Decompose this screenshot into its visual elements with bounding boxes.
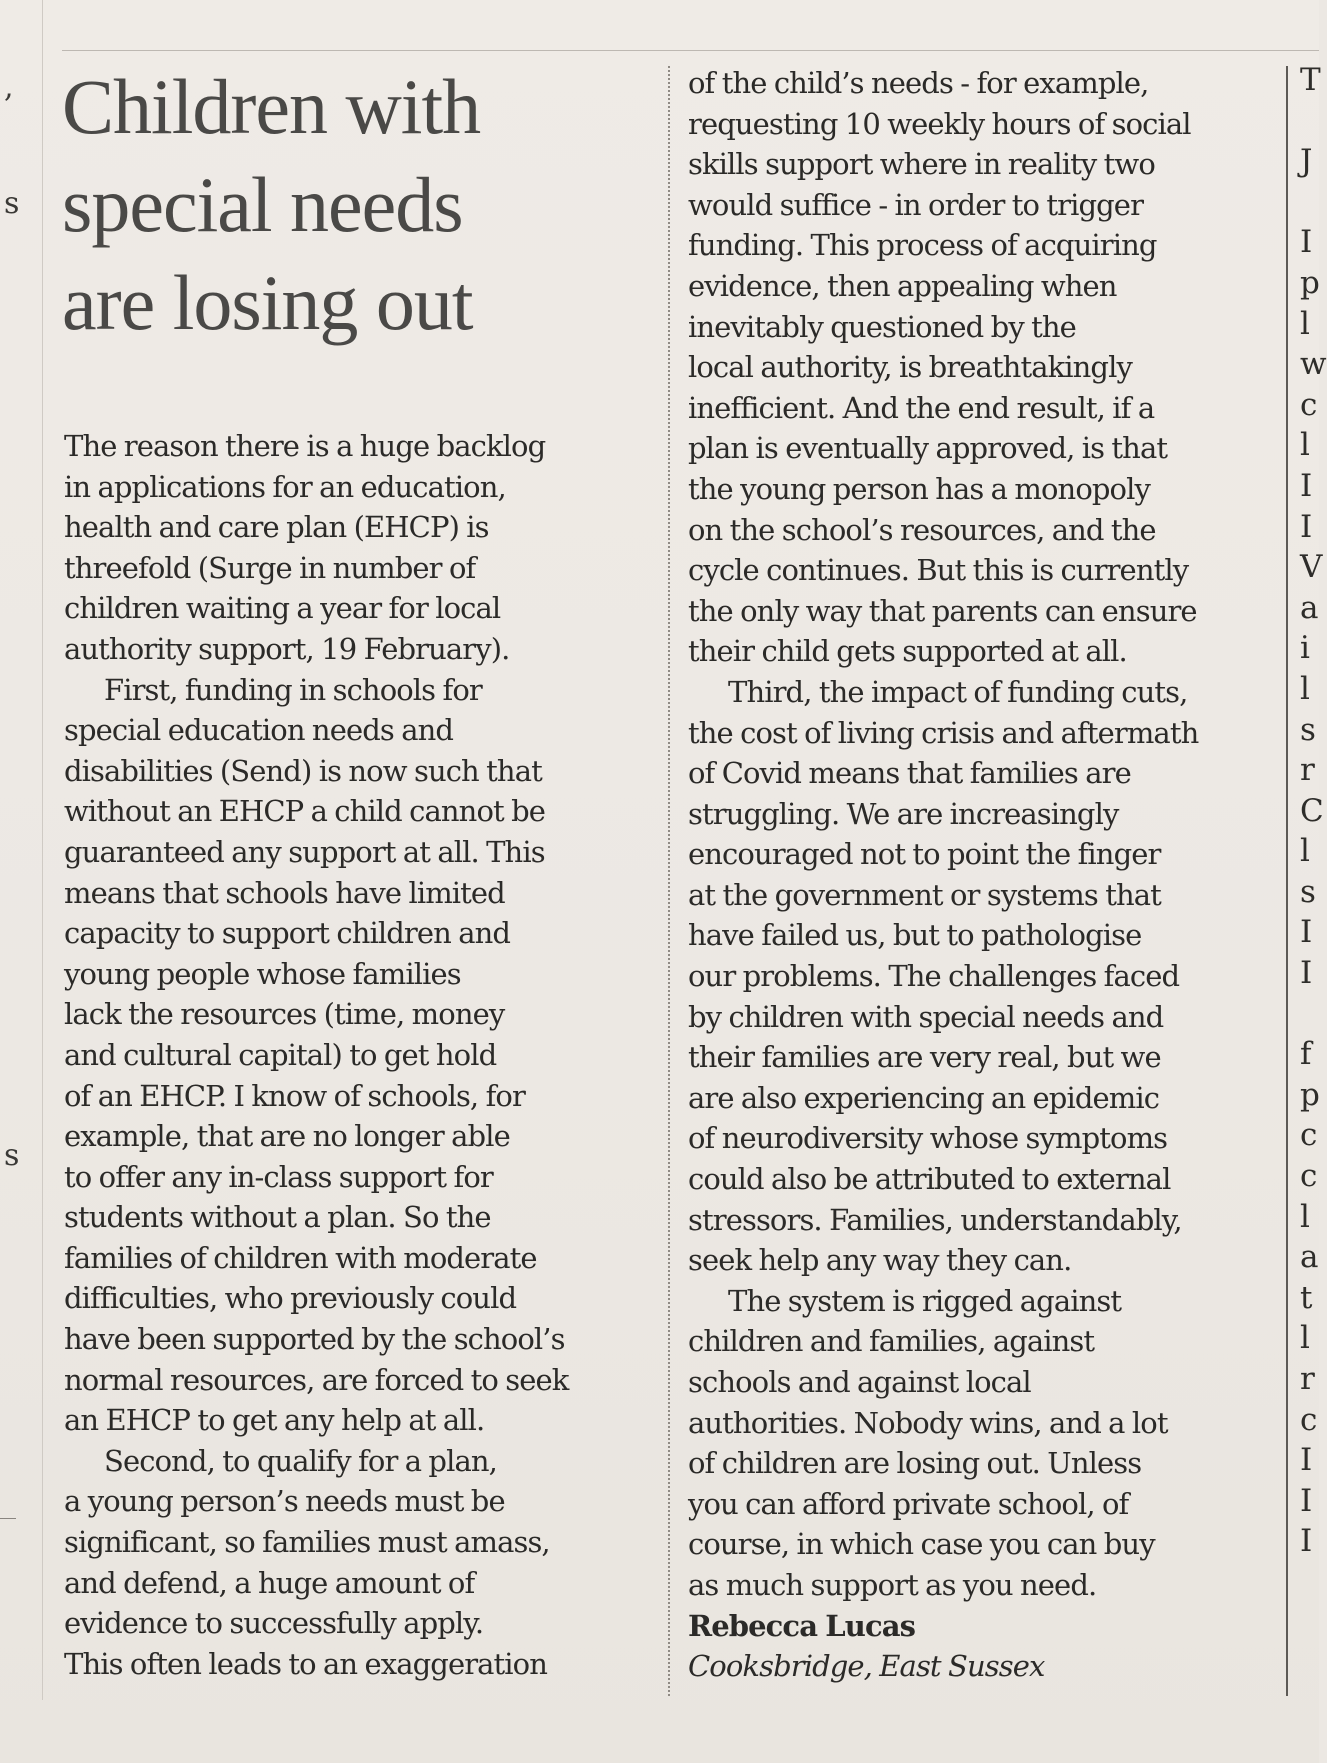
author-name: Rebecca Lucas bbox=[688, 1608, 916, 1643]
text-line: have been supported by the school’s bbox=[64, 1322, 565, 1357]
text-line: could also be attributed to external bbox=[688, 1162, 1171, 1197]
text-line: at the government or systems that bbox=[688, 877, 1161, 912]
text-line: and defend, a huge amount of bbox=[64, 1565, 475, 1600]
text-line: example, that are no longer able bbox=[64, 1119, 510, 1154]
text-line: course, in which case you can buy bbox=[688, 1527, 1155, 1562]
text-line: inevitably questioned by the bbox=[688, 309, 1076, 344]
text-line: the only way that parents can ensure bbox=[688, 593, 1197, 628]
text-line: guaranteed any support at all. This bbox=[64, 834, 545, 869]
text-line: Third, the impact of funding cuts, bbox=[728, 674, 1188, 709]
text-line: lack the resources (time, money bbox=[64, 997, 505, 1032]
column-two bbox=[688, 63, 1288, 1687]
text-line: of an EHCP. I know of schools, for bbox=[64, 1078, 525, 1113]
text-line: This often leads to an exaggeration bbox=[64, 1646, 548, 1681]
text-line: seek help any way they can. bbox=[688, 1243, 1072, 1278]
text-line: to offer any in-class support for bbox=[64, 1159, 493, 1194]
text-line: the young person has a monopoly bbox=[688, 471, 1150, 506]
text-line: are also experiencing an epidemic bbox=[688, 1080, 1160, 1115]
headline-line: are losing out bbox=[62, 259, 473, 346]
text-line: plan is eventually approved, is that bbox=[688, 431, 1168, 466]
text-line: authorities. Nobody wins, and a lot bbox=[688, 1405, 1168, 1440]
left-margin-fragment: s bbox=[4, 1138, 20, 1173]
text-line: children waiting a year for local bbox=[64, 591, 501, 626]
text-line: an EHCP to get any help at all. bbox=[64, 1403, 485, 1438]
text-line: inefficient. And the end result, if a bbox=[688, 390, 1155, 425]
text-line: their child gets supported at all. bbox=[688, 634, 1127, 669]
headline bbox=[62, 58, 662, 352]
text-line: evidence, then appealing when bbox=[688, 268, 1117, 303]
text-line: The system is rigged against bbox=[728, 1283, 1122, 1318]
text-line: local authority, is breathtakingly bbox=[688, 350, 1132, 385]
left-margin-rule bbox=[42, 0, 43, 1700]
text-line: by children with special needs and bbox=[688, 999, 1164, 1034]
text-line: threefold (Surge in number of bbox=[64, 550, 476, 585]
text-line: stressors. Families, understandably, bbox=[688, 1202, 1182, 1237]
left-margin-fragment: s bbox=[4, 186, 20, 221]
text-line: on the school’s resources, and the bbox=[688, 512, 1156, 547]
text-line: a young person’s needs must be bbox=[64, 1484, 505, 1519]
text-line: requesting 10 weekly hours of social bbox=[688, 106, 1191, 141]
text-line: and cultural capital) to get hold bbox=[64, 1037, 497, 1072]
right-margin-fragments: T J I p l w c l I I V a i l s r C l s I I f p c c l a t l r c I I I bbox=[1300, 62, 1327, 1560]
text-line: authority support, 19 February). bbox=[64, 631, 510, 666]
text-line: families of children with moderate bbox=[64, 1240, 537, 1275]
text-line: of children are losing out. Unless bbox=[688, 1446, 1142, 1481]
text-line: difficulties, who previously could bbox=[64, 1281, 517, 1316]
text-line: of the child’s needs - for example, bbox=[688, 66, 1149, 100]
text-line: disabilities (Send) is now such that bbox=[64, 753, 542, 788]
headline-line: Children with bbox=[62, 63, 481, 150]
column-divider bbox=[668, 66, 670, 1696]
text-line: The reason there is a huge backlog bbox=[64, 429, 546, 463]
text-line: of neurodiversity whose symptoms bbox=[688, 1121, 1168, 1156]
text-line: the cost of living crisis and aftermath bbox=[688, 715, 1199, 750]
text-line: encouraged not to point the finger bbox=[688, 837, 1161, 872]
text-line: of Covid means that families are bbox=[688, 756, 1131, 791]
text-line: Second, to qualify for a plan, bbox=[104, 1443, 497, 1478]
text-line: health and care plan (EHCP) is bbox=[64, 510, 489, 545]
headline-line: special needs bbox=[62, 161, 463, 248]
text-line: as much support as you need. bbox=[688, 1567, 1097, 1602]
text-line: young people whose families bbox=[64, 956, 461, 991]
text-line: without an EHCP a child cannot be bbox=[64, 794, 546, 829]
text-line: our problems. The challenges faced bbox=[688, 959, 1180, 994]
text-line: funding. This process of acquiring bbox=[688, 228, 1157, 263]
text-line: struggling. We are increasingly bbox=[688, 796, 1119, 831]
column-one bbox=[64, 426, 654, 1684]
text-line: means that schools have limited bbox=[64, 875, 505, 910]
text-line: their families are very real, but we bbox=[688, 1040, 1161, 1075]
text-line: children and families, against bbox=[688, 1324, 1095, 1359]
text-line: you can afford private school, of bbox=[688, 1486, 1129, 1521]
text-line: capacity to support children and bbox=[64, 916, 511, 951]
text-line: would suffice - in order to trigger bbox=[688, 187, 1144, 222]
text-line: special education needs and bbox=[64, 713, 454, 748]
text-line: First, funding in schools for bbox=[104, 672, 482, 707]
text-line: skills support where in reality two bbox=[688, 147, 1155, 182]
text-line: evidence to successfully apply. bbox=[64, 1606, 484, 1641]
top-rule bbox=[62, 50, 1319, 51]
text-line: schools and against local bbox=[688, 1365, 1031, 1399]
left-margin-fragment: , bbox=[4, 70, 14, 105]
text-line: significant, so families must amass, bbox=[64, 1525, 550, 1560]
text-line: students without a plan. So the bbox=[64, 1200, 491, 1235]
author-location: Cooksbridge, East Sussex bbox=[688, 1649, 1045, 1684]
text-line: in applications for an education, bbox=[64, 469, 506, 504]
column-two-body bbox=[688, 63, 1288, 1606]
text-line: cycle continues. But this is currently bbox=[688, 553, 1189, 588]
text-line: have failed us, but to pathologise bbox=[688, 918, 1142, 953]
text-line: normal resources, are forced to seek bbox=[64, 1362, 569, 1397]
left-margin-dash bbox=[0, 1518, 16, 1519]
